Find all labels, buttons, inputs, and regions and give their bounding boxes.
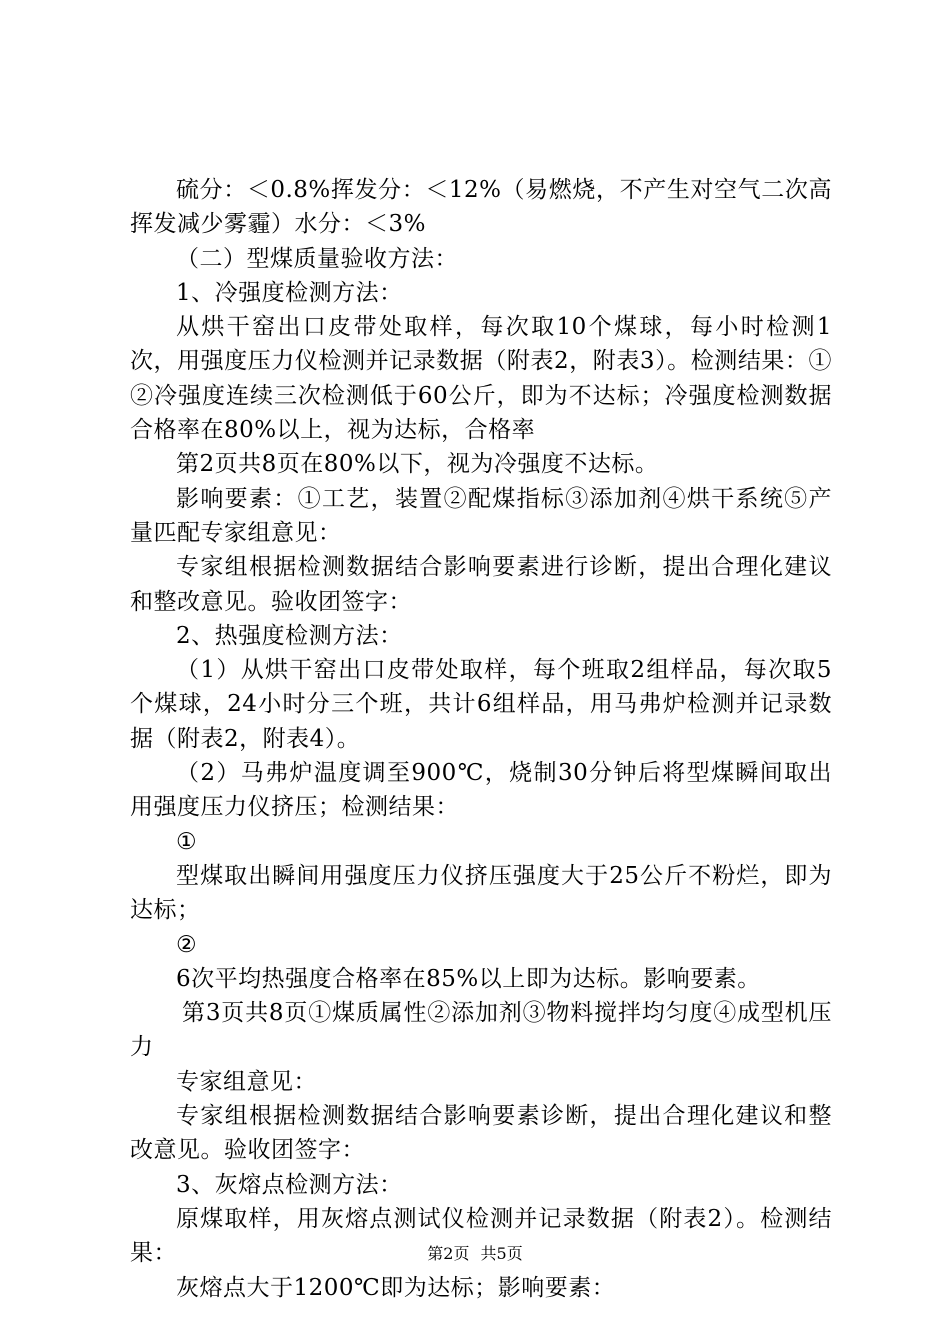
paragraph-marker-2: ② bbox=[176, 931, 198, 958]
paragraph-ash-fusion-heading: 3、灰熔点检测方法： bbox=[176, 1171, 403, 1198]
paragraph-cold-strength-method: 从烘干窑出口皮带处取样，每次取10个煤球，每小时检测1次，用强度压力仪检测并记录数据（附表2，附表3）。检测结果：①②冷强度连续三次检测低于60公斤，即为不达标；冷强度检测数据合格率在80%以上，视为达标，合格率 bbox=[130, 314, 832, 444]
paragraph-hot-factors: 第3页共8页①煤质属性②添加剂③物料搅拌均匀度④成型机压力 bbox=[130, 1000, 832, 1061]
paragraph-section-heading-acceptance: （二）型煤质量验收方法： bbox=[176, 245, 458, 272]
paragraph-ash-fusion-criterion: 灰熔点大于1200℃即为达标；影响要素： bbox=[176, 1274, 616, 1301]
paragraph-hot-strength-step-2: （2）马弗炉温度调至900℃，烧制30分钟后将型煤瞬间取出用强度压力仪挤压；检测结果： bbox=[130, 760, 832, 821]
paragraph-cold-strength-continued: 第2页共8页在80%以下，视为冷强度不达标。 bbox=[176, 451, 659, 478]
paragraph-expert-opinion-label: 专家组意见： bbox=[176, 1068, 317, 1095]
paragraph-expert-diagnosis-2: 专家组根据检测数据结合影响要素诊断，提出合理化建议和整改意见。验收团签字： bbox=[130, 1103, 832, 1164]
document-body bbox=[130, 173, 832, 1305]
paragraph-hot-strength-heading: 2、热强度检测方法： bbox=[176, 622, 403, 649]
page-total: 共5页 bbox=[480, 1244, 523, 1263]
paragraph-sulfur-volatile-moisture: 硫分：＜0.8%挥发分：＜12%（易燃烧，不产生对空气二次高挥发减少雾霾）水分：＜3% bbox=[130, 177, 832, 238]
paragraph-hot-strength-step-1: （1）从烘干窑出口皮带处取样，每个班取2组样品，每次取5个煤球，24小时分三个班，共计6组样品，用马弗炉检测并记录数据（附表2，附表4）。 bbox=[130, 657, 832, 752]
page-number: 第2页 bbox=[427, 1244, 470, 1263]
page-footer bbox=[0, 1244, 950, 1264]
paragraph-hot-criterion-1: 型煤取出瞬间用强度压力仪挤压强度大于25公斤不粉烂，即为达标； bbox=[130, 862, 832, 924]
paragraph-expert-diagnosis-1: 专家组根据检测数据结合影响要素进行诊断，提出合理化建议和整改意见。验收团签字： bbox=[130, 554, 832, 615]
paragraph-cold-factors: 影响要素：①工艺，装置②配煤指标③添加剂④烘干系统⑤产量匹配专家组意见： bbox=[130, 485, 832, 546]
paragraph-marker-1: ① bbox=[176, 828, 198, 855]
paragraph-hot-criterion-2: 6次平均热强度合格率在85%以上即为达标。影响要素。 bbox=[176, 965, 761, 992]
paragraph-ash-fusion-method: 原煤取样，用灰熔点测试仪检测并记录数据（附表2）。检测结果： bbox=[130, 1205, 832, 1267]
paragraph-cold-strength-heading: 1、冷强度检测方法： bbox=[176, 279, 403, 306]
